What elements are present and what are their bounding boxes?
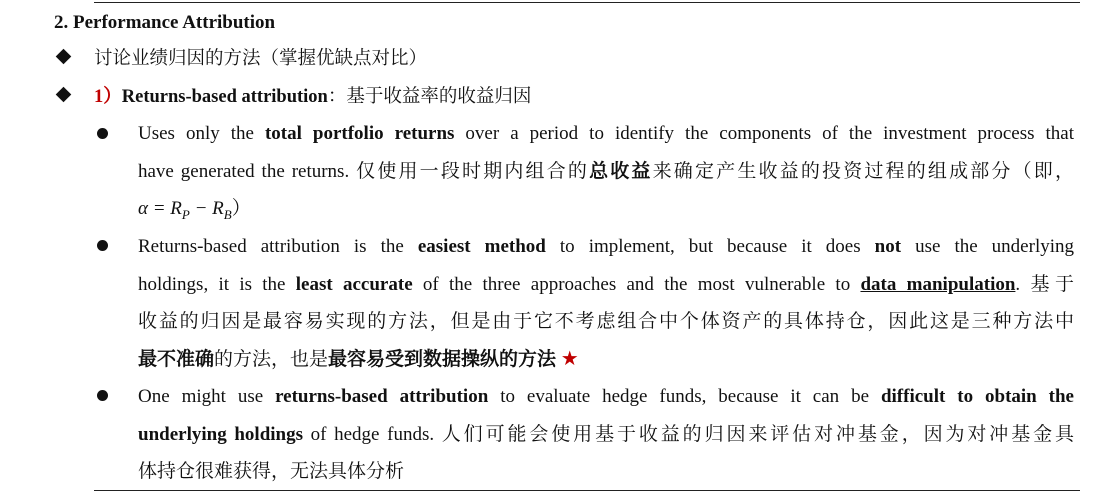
bullet3-line3: 体持仓很难获得，无法具体分析 <box>138 461 405 482</box>
bullet-paragraph-3 <box>138 378 1074 491</box>
topic-number: 1） <box>94 87 122 107</box>
alpha-formula: $\alpha = R_P - R_B$） <box>138 198 251 222</box>
bullet2-line2: holdings, it is the least accurate of the three approaches and the most vulnerable to data manipulation. 基于 <box>138 273 1074 295</box>
topic-text: 讨论业绩归因的方法（掌握优缺点对比） <box>94 49 428 69</box>
bullet1-line2: have generated the returns. 仅使用一段时期内组合的总收益来确定产生收益的投资过程的组成部分（即， <box>138 160 1074 182</box>
topic-subtitle: ：基于收益率的收益归因 <box>327 87 532 107</box>
topic-item-methods <box>54 46 427 72</box>
bullet-paragraph-2 <box>138 228 1074 378</box>
bullet-paragraph-1 <box>138 115 1074 233</box>
section-heading: 2. Performance Attribution <box>54 12 276 33</box>
bullet3-line1: One might use returns-based attribution to evaluate hedge funds, because it can be difficult to obtain the <box>138 386 1074 407</box>
bottom-rule <box>94 490 1080 491</box>
bullet3-line2: underlying holdings of hedge funds. 人们可能会使用基于收益的归因来评估对冲基金，因为对冲基金具 <box>138 423 1074 445</box>
round-bullet-icon <box>97 240 108 251</box>
bullet1-line1: Uses only the total portfolio returns over a period to identify the components of the investment process that <box>138 123 1074 144</box>
star-icon: ★ <box>560 347 579 370</box>
topic-item-returns-based <box>54 84 531 110</box>
diamond-bullet-icon <box>56 49 72 65</box>
diamond-bullet-icon <box>56 87 72 103</box>
bullet2-line4: 最不准确的方法，也是最容易受到数据操纵的方法 ★ <box>138 347 579 370</box>
top-rule <box>94 2 1080 3</box>
bullet2-line3: 收益的归因是最容易实现的方法，但是由于它不考虑组合中个体资产的具体持仓，因此这是三种方法中 <box>138 311 1074 332</box>
bullet2-line1: Returns-based attribution is the easiest method to implement, but because it does not use the underlying <box>138 236 1075 257</box>
round-bullet-icon <box>97 128 108 139</box>
topic-title: Returns-based attribution <box>121 87 328 107</box>
round-bullet-icon <box>97 390 108 401</box>
